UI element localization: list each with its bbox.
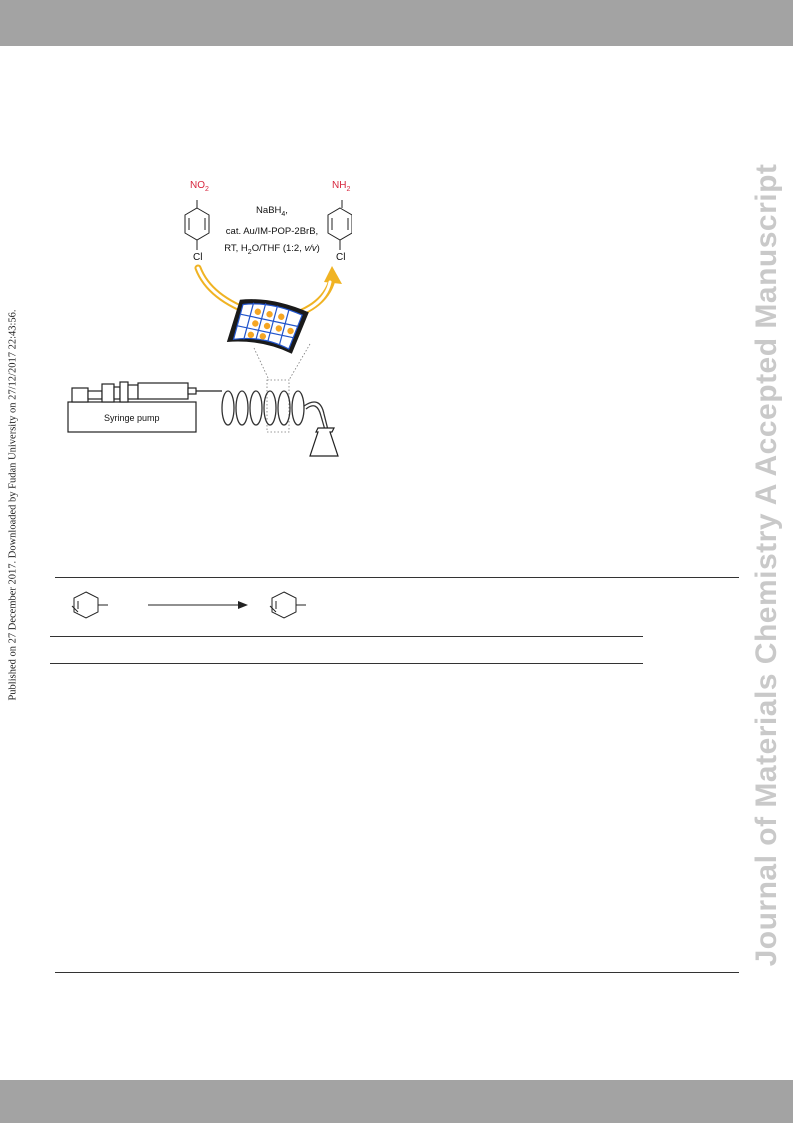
table-reaction-scheme bbox=[62, 586, 362, 626]
scheme-artwork bbox=[62, 586, 362, 626]
flow-reaction-figure bbox=[62, 170, 352, 470]
product-chloro-group: Cl bbox=[336, 252, 346, 263]
table-subheader-rule bbox=[50, 663, 643, 664]
product-amino-group: $NH_2$ bbox=[332, 180, 351, 193]
catalyst-grid bbox=[227, 294, 310, 358]
header-bar bbox=[0, 0, 793, 46]
reactant-nitro-group: $NO_2$ bbox=[190, 180, 209, 193]
reactant-benzene-ring bbox=[185, 200, 209, 250]
reaction-arrowhead bbox=[324, 266, 342, 284]
accepted-manuscript-watermark: Journal of Materials Chemistry A Accepted Manuscript bbox=[750, 163, 783, 967]
syringe-pump-label: Syringe pump bbox=[104, 413, 160, 423]
table-bottom-rule bbox=[55, 972, 739, 973]
condition-catalyst: cat. Au/IM-POP-2BrB, bbox=[225, 225, 319, 237]
reaction-conditions bbox=[212, 202, 332, 261]
published-download-note: Published on 27 December 2017. Downloaded by Fudan University on 27/12/2017 22:43:56. bbox=[7, 309, 19, 701]
reactant-chloro-group: Cl bbox=[193, 252, 203, 263]
table-header-rule bbox=[50, 636, 643, 637]
syringe-pump bbox=[68, 382, 222, 432]
condition-reductant: NaBH$_4$, bbox=[256, 205, 288, 218]
condition-solvent: RT, $H_2O$/THF (1:2, v/v) bbox=[224, 242, 320, 256]
collection-flask bbox=[310, 428, 338, 456]
coil-reactor bbox=[222, 391, 328, 430]
footer-bar bbox=[0, 1080, 793, 1123]
table-top-rule bbox=[55, 577, 739, 578]
magnify-lines bbox=[254, 344, 310, 432]
